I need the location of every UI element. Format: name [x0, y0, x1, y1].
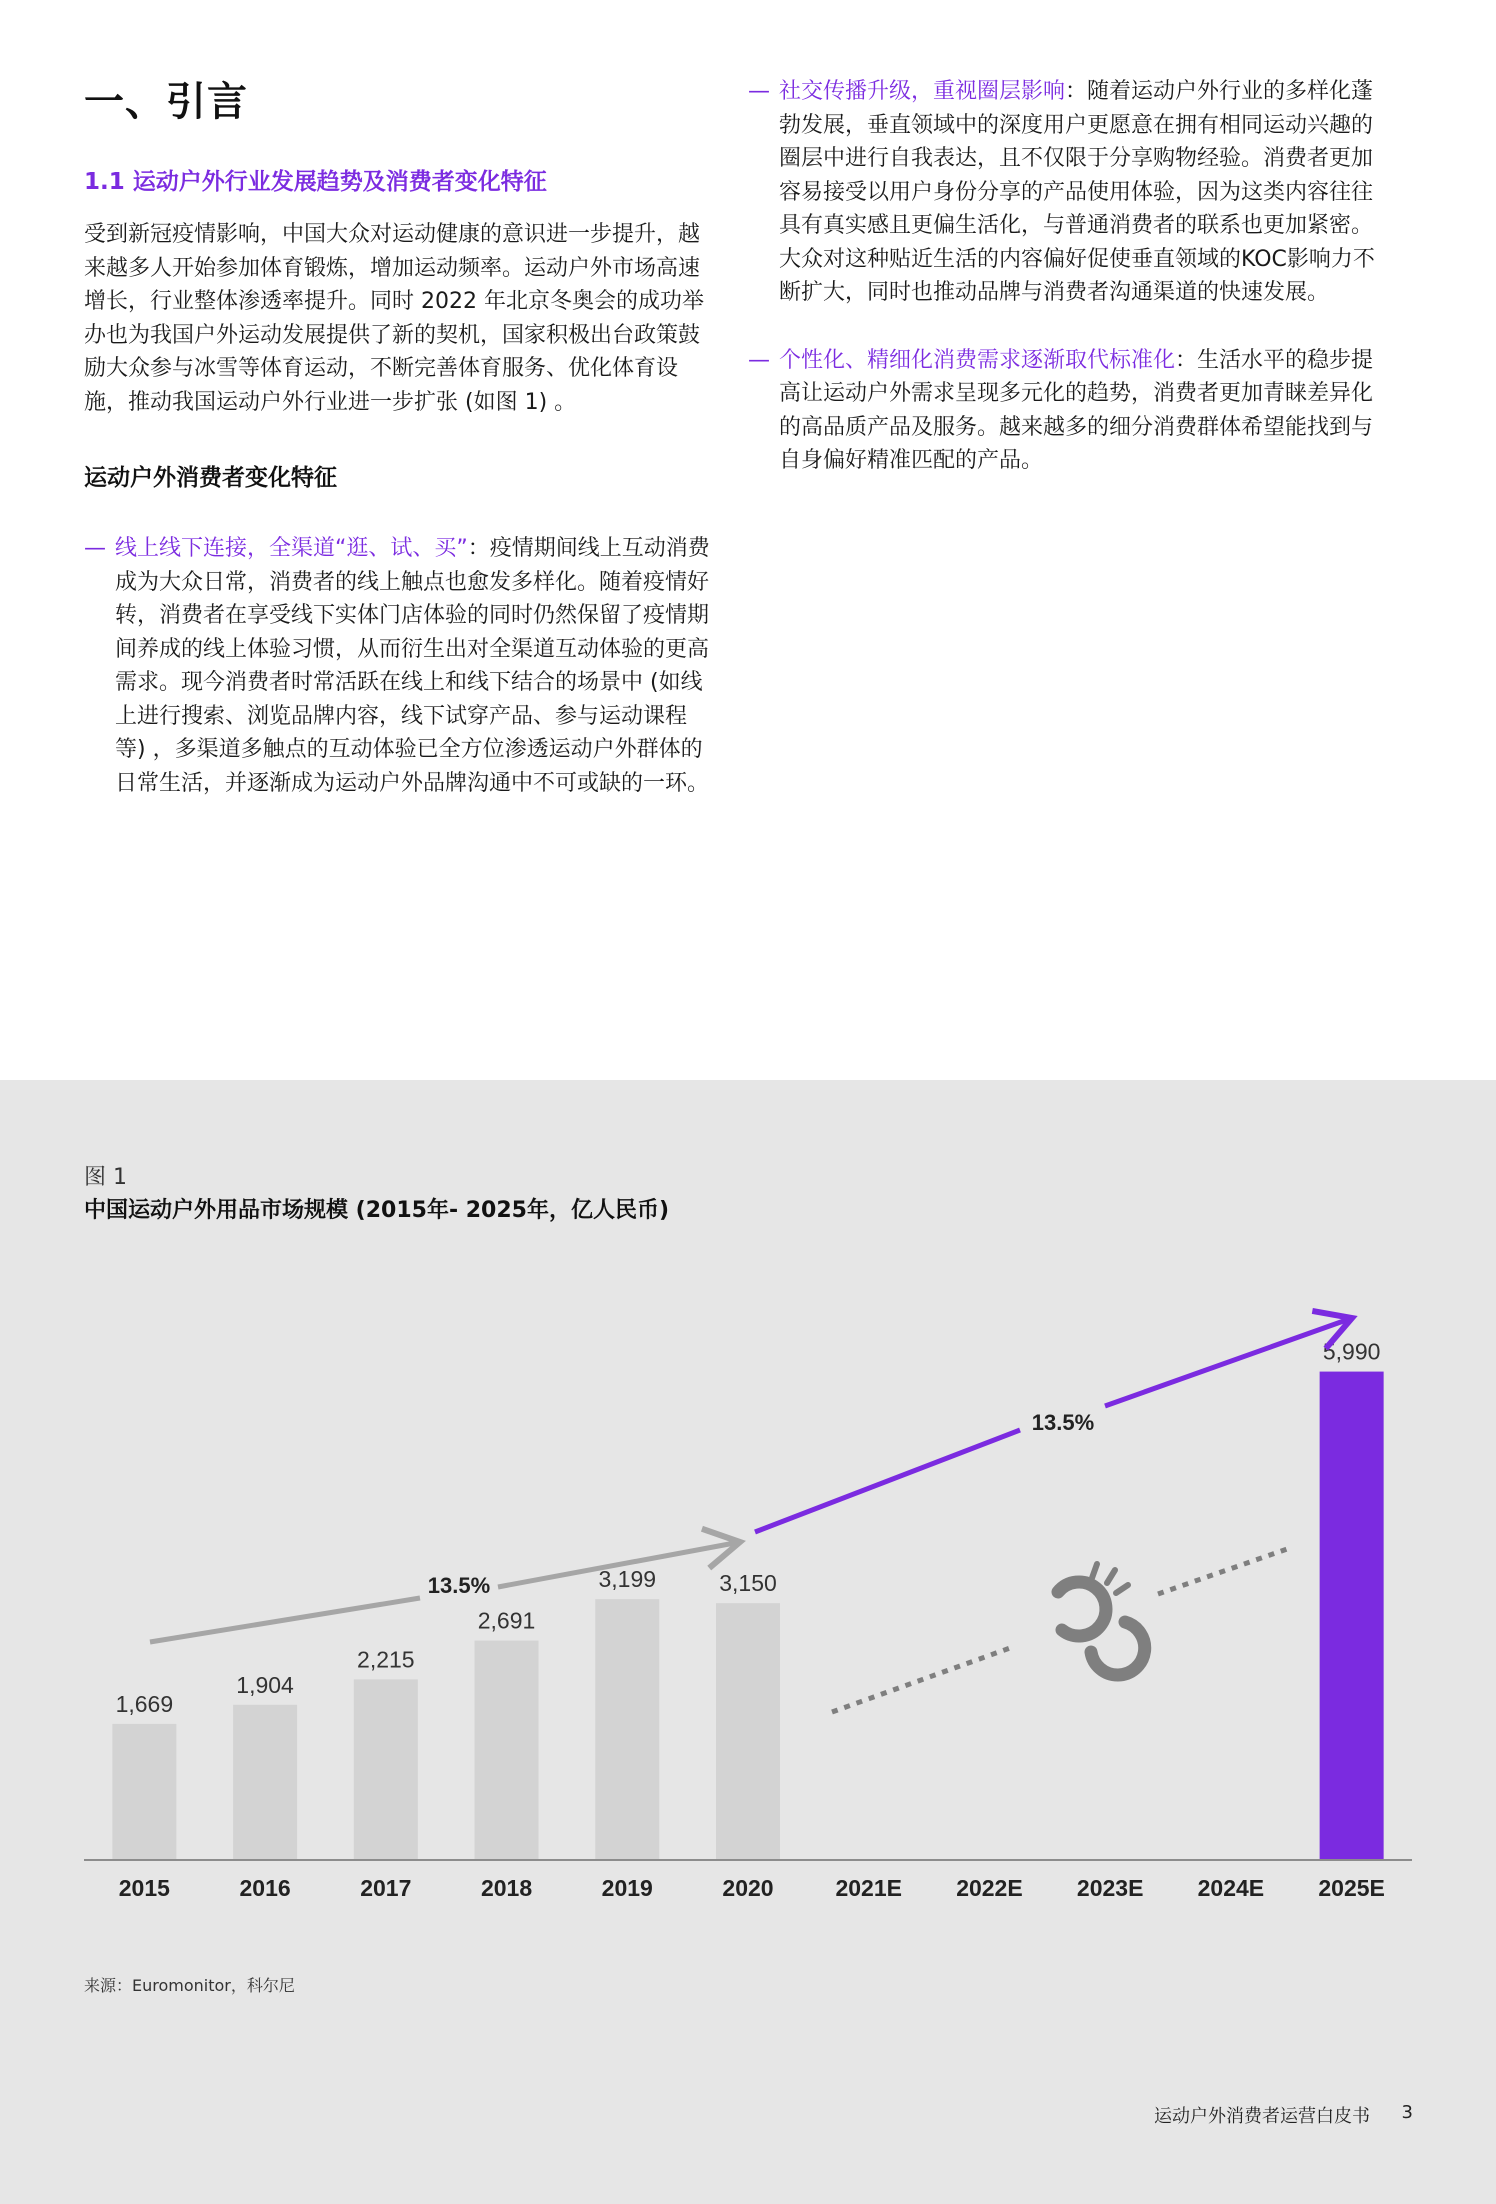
- broken-link-icon: [1058, 1564, 1145, 1675]
- page-heading: 一、引言: [84, 79, 248, 125]
- x-tick-label-2024E: 2024E: [1197, 1875, 1265, 1900]
- value-label-2025E: 5,990: [1322, 1338, 1381, 1365]
- bullet-lead: 线上线下连接，全渠道“逛、试、买”: [115, 536, 468, 561]
- x-tick-label-group: [119, 1875, 1385, 1900]
- value-label-2017: 2,215: [357, 1646, 415, 1673]
- bullet-lead: 个性化、精细化消费需求逐渐取代标准化: [779, 347, 1176, 373]
- section-heading: 1.1 运动户外行业发展趋势及消费者变化特征: [84, 169, 547, 195]
- x-tick-label-2023E: 2023E: [1076, 1875, 1144, 1900]
- bullet-body: ：生活水平的稳步提高让运动户外需求呈现多元化的趋势，消费者更加青睐差异化的高品质产品及服务。越来越多的细分消费群体希望能找到与自身偏好精准匹配的产品。: [779, 347, 1374, 473]
- page-number: 3: [1401, 2102, 1413, 2123]
- market-size-chart: [0, 1260, 1496, 1900]
- x-tick-label-2025E: 2025E: [1318, 1875, 1385, 1900]
- forecast-growth-annotation: 13.5%: [1031, 1410, 1095, 1435]
- bullet-body: ：随着运动户外行业的多样化蓬勃发展，垂直领域中的深度用户更愿意在拥有相同运动兴趣的圈层中进行自我表达，且不仅限于分享购物经验。消费者更加容易接受以用户身份分享的产品使用体验，因为这类内容往往具有真实感且更偏生活化，与普通消费者的联系也更加紧密。大众对这种贴近生活的内容偏好促使垂直领域的KOC影响力不断扩大，同时也推动品牌与消费者沟通渠道的快速发展。: [779, 79, 1375, 305]
- sub-heading: 运动户外消费者变化特征: [84, 465, 337, 491]
- bar-2016: [233, 1705, 297, 1860]
- figure-title: 中国运动户外用品市场规模 (2015年- 2025年，亿人民币): [84, 1198, 670, 1223]
- bullet-dash: —: [84, 536, 106, 561]
- bar-2018: [475, 1641, 539, 1860]
- x-tick-label-2020: 2020: [722, 1875, 774, 1900]
- value-label-2018: 2,691: [477, 1607, 536, 1634]
- bullet-omnichannel: [84, 532, 714, 800]
- bullet-dash: —: [748, 347, 770, 373]
- x-tick-label-2019: 2019: [601, 1875, 653, 1900]
- footer-title: 运动户外消费者运营白皮书: [1154, 2106, 1370, 2127]
- x-tick-label-2015: 2015: [118, 1875, 170, 1900]
- bar-2019: [595, 1599, 659, 1860]
- bar-2015: [112, 1724, 176, 1860]
- source-note: 来源：Euromonitor，科尔尼: [84, 1976, 295, 1995]
- x-tick-label-2017: 2017: [360, 1875, 412, 1900]
- bar-2017: [354, 1679, 418, 1860]
- bullet-dash: —: [748, 79, 770, 104]
- x-tick-label-2021E: 2021E: [835, 1875, 902, 1900]
- bullet-personalization: [748, 344, 1378, 478]
- historical-growth-annotation: 13.5%: [427, 1573, 491, 1598]
- intro-paragraph: 受到新冠疫情影响，中国大众对运动健康的意识进一步提升，越来越多人开始参加体育锻炼，增加运动频率。运动户外市场高速增长，行业整体渗透率提升。同时 2022 年北京冬奥会的成功举办也为我国户外运动发展提供了新的契机，国家积极出台政策鼓励大众参与冰雪等体育运动，不断完善体育服务、优化体育设施，推动我国运动户外行业进一步扩张 (如图 1) 。: [84, 222, 704, 415]
- value-label-2020: 3,150: [719, 1570, 777, 1597]
- x-tick-label-2016: 2016: [239, 1875, 291, 1900]
- bar-2025E: [1320, 1372, 1384, 1860]
- right-column: [748, 75, 1378, 478]
- value-label-2016: 1,904: [236, 1671, 294, 1698]
- x-tick-label-2018: 2018: [480, 1875, 533, 1900]
- left-column: [84, 70, 714, 800]
- value-label-2019: 3,199: [598, 1566, 657, 1593]
- bullet-lead: 社交传播升级，重视圈层影响: [779, 79, 1066, 104]
- figure-label: 图 1: [84, 1165, 127, 1190]
- bar-2020: [716, 1603, 780, 1860]
- x-tick-label-2022E: 2022E: [956, 1875, 1023, 1900]
- bullet-social: [748, 75, 1378, 310]
- value-label-2015: 1,669: [115, 1690, 174, 1717]
- bullet-body: ：疫情期间线上互动消费成为大众日常，消费者的线上触点也愈发多样化。随着疫情好转，消费者在享受线下实体门店体验的同时仍然保留了疫情期间养成的线上体验习惯，从而衍生出对全渠道互动体验的更高需求。现今消费者时常活跃在线上和线下结合的场景中 (如线上进行搜索、浏览品牌内容，线下试穿产品、参与运动课程等) ，多渠道多触点的互动体验已全方位渗透运动户外群体的日常生活，并逐渐成为运动户外品牌沟通中不可或缺的一环。: [115, 536, 710, 796]
